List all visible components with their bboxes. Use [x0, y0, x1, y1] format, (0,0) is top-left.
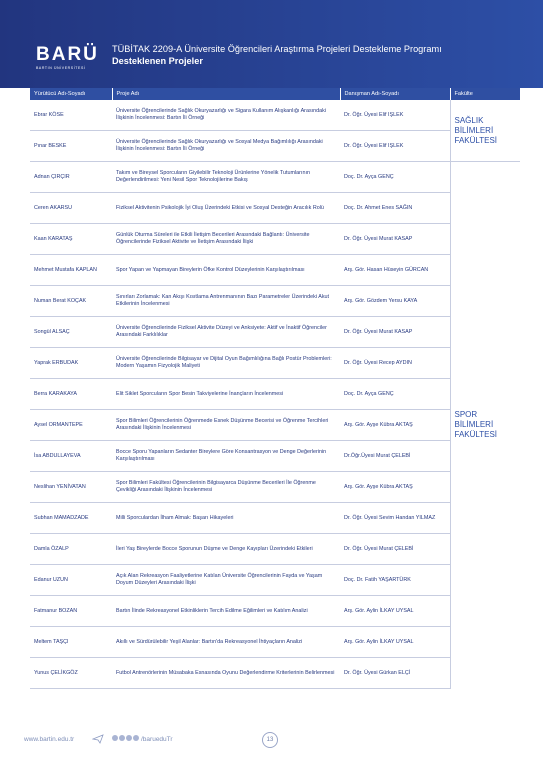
- logo-subtext: BARTIN ÜNİVERSİTESİ: [36, 66, 86, 70]
- project-title: Bartın İlinde Rekreasyonel Etkinliklerin Tercih Edilme Eğilimleri ve Katılım Analizi: [112, 596, 340, 627]
- table-row: [30, 162, 520, 193]
- table-row: [30, 193, 520, 224]
- advisor-name: Dr. Öğr. Üyesi Elif IŞLEK: [340, 100, 450, 131]
- projects-table: [30, 88, 520, 689]
- table-row: [30, 379, 520, 410]
- page-subtitle: Desteklenen Projeler: [112, 56, 203, 66]
- advisor-name: Arş. Gör. Hasan Hüseyin GÜRCAN: [340, 255, 450, 286]
- project-title: Milli Sporculardan İlham Almak: Başarı Hikayeleri: [112, 503, 340, 534]
- instagram-icon[interactable]: [126, 735, 132, 741]
- project-title: Sınırları Zorlamak: Kan Akışı Kısıtlama Antrenmanının Bazı Parametreler Üzerindeki Akut Etkilerinin İncelenmesi: [112, 286, 340, 317]
- send-icon: [92, 734, 104, 744]
- social-icons: [112, 735, 139, 741]
- advisor-name: Dr.Öğr.Üyesi Murat ÇELEBİ: [340, 441, 450, 472]
- column-header-advisor: Danışman Adı-Soyadı: [340, 88, 450, 100]
- project-title: Bocce Sporu Yapanların Sedanter Bireylere Göre Konsantrasyon ve Denge Değerlerinin Karşılaştırılması: [112, 441, 340, 472]
- university-logo[interactable]: [36, 44, 106, 72]
- researcher-name: Aysel ORMANTEPE: [30, 410, 112, 441]
- researcher-name: Yunus ÇELİKGÖZ: [30, 658, 112, 689]
- table-row: [30, 224, 520, 255]
- social-handle[interactable]: /barueduTr: [141, 736, 173, 743]
- project-title: Spor Bilimleri Öğrencilerinin Öğrenmede Esnek Düşünme Becerisi ve Öğrenme Tercihleri Arasındaki İlişkinin İncelenmesi: [112, 410, 340, 441]
- researcher-name: Neslihan YENİVATAN: [30, 472, 112, 503]
- researcher-name: Kaan KARATAŞ: [30, 224, 112, 255]
- project-title: Fiziksel Aktivitenin Psikolojik İyi Oluş Üzerindeki Etkisi ve Sosyal Desteğin Aracılık Rolü: [112, 193, 340, 224]
- researcher-name: İsa ABDULLAYEVA: [30, 441, 112, 472]
- twitter-icon[interactable]: [119, 735, 125, 741]
- project-title: Üniversite Öğrencilerinde Sağlık Okuryazarlığı ve Sigara Kullanım Alışkanlığı Arasındaki İlişkinin İncelenmesi: Bartın İli Örneği: [112, 100, 340, 131]
- advisor-name: Doç. Dr. Ahmet Enes SAĞIN: [340, 193, 450, 224]
- advisor-name: Arş. Gör. Ayşe Kübra AKTAŞ: [340, 410, 450, 441]
- project-title: Üniversite Öğrencilerinde Sağlık Okuryazarlığı ve Sosyal Medya Bağımlılığı Arasındaki İlişkinin İncelenmesi: Bartın İli Örneği: [112, 131, 340, 162]
- advisor-name: Arş. Gör. Ayşe Kübra AKTAŞ: [340, 472, 450, 503]
- project-title: Akıllı ve Sürdürülebilir Yeşil Alanlar: Bartın'da Rekreasyonel İhtiyaçların Analizi: [112, 627, 340, 658]
- advisor-name: Doç. Dr. Ayça GENÇ: [340, 162, 450, 193]
- table-row: [30, 503, 520, 534]
- footer-website-link[interactable]: www.bartin.edu.tr: [24, 736, 75, 743]
- advisor-name: Dr. Öğr. Üyesi Sevim Handan YILMAZ: [340, 503, 450, 534]
- faculty-health-sciences: SAĞLIK BİLİMLERİ FAKÜLTESİ: [450, 100, 520, 162]
- table-row: [30, 596, 520, 627]
- advisor-name: Dr. Öğr. Üyesi Murat KASAP: [340, 224, 450, 255]
- researcher-name: Songül ALSAÇ: [30, 317, 112, 348]
- project-title: Elit Siklet Sporcuların Spor Besin Takviyelerine İnançların İncelenmesi: [112, 379, 340, 410]
- table-body: [30, 100, 520, 689]
- advisor-name: Doç. Dr. Ayça GENÇ: [340, 379, 450, 410]
- advisor-name: Arş. Gör. Aylin İLKAY UYSAL: [340, 627, 450, 658]
- researcher-name: Meltem TAŞÇI: [30, 627, 112, 658]
- advisor-name: Dr. Öğr. Üyesi Gürkan ELÇİ: [340, 658, 450, 689]
- table-row: [30, 441, 520, 472]
- advisor-name: Dr. Öğr. Üyesi Elif IŞLEK: [340, 131, 450, 162]
- table-row: [30, 348, 520, 379]
- project-title: İleri Yaş Bireylerde Bocce Sporunun Düşme ve Denge Kayıpları Üzerindeki Etkileri: [112, 534, 340, 565]
- table-row: [30, 534, 520, 565]
- researcher-name: Ceren AKARSU: [30, 193, 112, 224]
- project-title: Spor Yapan ve Yapmayan Bireylerin Öfke Kontrol Düzeylerinin Karşılaştırılması: [112, 255, 340, 286]
- researcher-name: Numan Berat KOÇAK: [30, 286, 112, 317]
- project-title: Takım ve Bireysel Sporcuların Giyilebilir Teknoloji Ürünlerine Yönelik Tutumlarının Değerlendirilmesi: Yeni Nesil Spor Teknolojilerine Bakış: [112, 162, 340, 193]
- project-title: Üniversite Öğrencilerinde Fiziksel Aktivite Düzeyi ve Anksiyete: Aktif ve İnaktif Öğrenciler Arasındaki Farklılıklar: [112, 317, 340, 348]
- advisor-name: Doç. Dr. Fatih YAŞARTÜRK: [340, 565, 450, 596]
- faculty-sport-sciences: SPOR BİLİMLERİ FAKÜLTESİ: [450, 162, 520, 689]
- researcher-name: Mehmet Mustafa KAPLAN: [30, 255, 112, 286]
- table-header-row: [30, 88, 520, 100]
- researcher-name: Edanur UZUN: [30, 565, 112, 596]
- researcher-name: Subhan MAMADZADE: [30, 503, 112, 534]
- page-number: 13: [262, 732, 278, 748]
- project-title: Spor Bilimleri Fakültesi Öğrencilerinin Bilgisayarca Düşünme Becerileri İle Öğrenme Çevikliği Arasındaki İlişkinin İncelenmesi: [112, 472, 340, 503]
- table-row: [30, 255, 520, 286]
- advisor-name: Arş. Gör. Gözdem Yersu KAYA: [340, 286, 450, 317]
- column-header-project: Proje Adı: [112, 88, 340, 100]
- researcher-name: Damla ÖZALP: [30, 534, 112, 565]
- youtube-icon[interactable]: [133, 735, 139, 741]
- researcher-name: Berra KARAKAYA: [30, 379, 112, 410]
- researcher-name: Pınar BESKE: [30, 131, 112, 162]
- advisor-name: Arş. Gör. Aylin İLKAY UYSAL: [340, 596, 450, 627]
- table-row: [30, 472, 520, 503]
- column-header-researcher: Yürütücü Adı-Soyadı: [30, 88, 112, 100]
- table-row: [30, 410, 520, 441]
- table-row: [30, 100, 520, 131]
- researcher-name: Fatmanur BOZAN: [30, 596, 112, 627]
- advisor-name: Dr. Öğr. Üyesi Murat KASAP: [340, 317, 450, 348]
- advisor-name: Dr. Öğr. Üyesi Murat ÇELEBİ: [340, 534, 450, 565]
- column-header-faculty: Fakülte: [450, 88, 520, 100]
- logo-wordmark: BARÜ: [36, 44, 99, 65]
- table-row: [30, 286, 520, 317]
- project-title: Açık Alan Rekreasyon Faaliyetlerine Katılan Üniversite Öğrencilerinin Fayda ve Yaşam Doyum Düzeyleri Arasındaki İlişki: [112, 565, 340, 596]
- table-row: [30, 131, 520, 162]
- table-row: [30, 317, 520, 348]
- facebook-icon[interactable]: [112, 735, 118, 741]
- page-title: TÜBİTAK 2209-A Üniversite Öğrencileri Araştırma Projeleri Destekleme Programı: [112, 44, 442, 54]
- project-title: Günlük Oturma Süreleri ile Etkili İletişim Becerileri Arasındaki Bağlantı: Üniversite Öğrencilerinde Fiziksel Aktivite ve İletişim Arasındaki İlişki: [112, 224, 340, 255]
- table-row: [30, 627, 520, 658]
- researcher-name: Ebrar KÖSE: [30, 100, 112, 131]
- researcher-name: Yaprak ERBUDAK: [30, 348, 112, 379]
- project-title: Futbol Antrenörlerinin Müsabaka Esnasında Oyunu Değerlendirme Kriterlerinin Belirlenmesi: [112, 658, 340, 689]
- table-row: [30, 565, 520, 596]
- page-header: [0, 0, 543, 88]
- project-title: Üniversite Öğrencilerinde Bilgisayar ve Dijital Oyun Bağımlılığına Bağlı Postür Problemleri: Modern Yaşamın Fizyolojik Maliyeti: [112, 348, 340, 379]
- advisor-name: Dr. Öğr. Üyesi Recep AYDIN: [340, 348, 450, 379]
- table-row: [30, 658, 520, 689]
- researcher-name: Adnan ÇIRÇIR: [30, 162, 112, 193]
